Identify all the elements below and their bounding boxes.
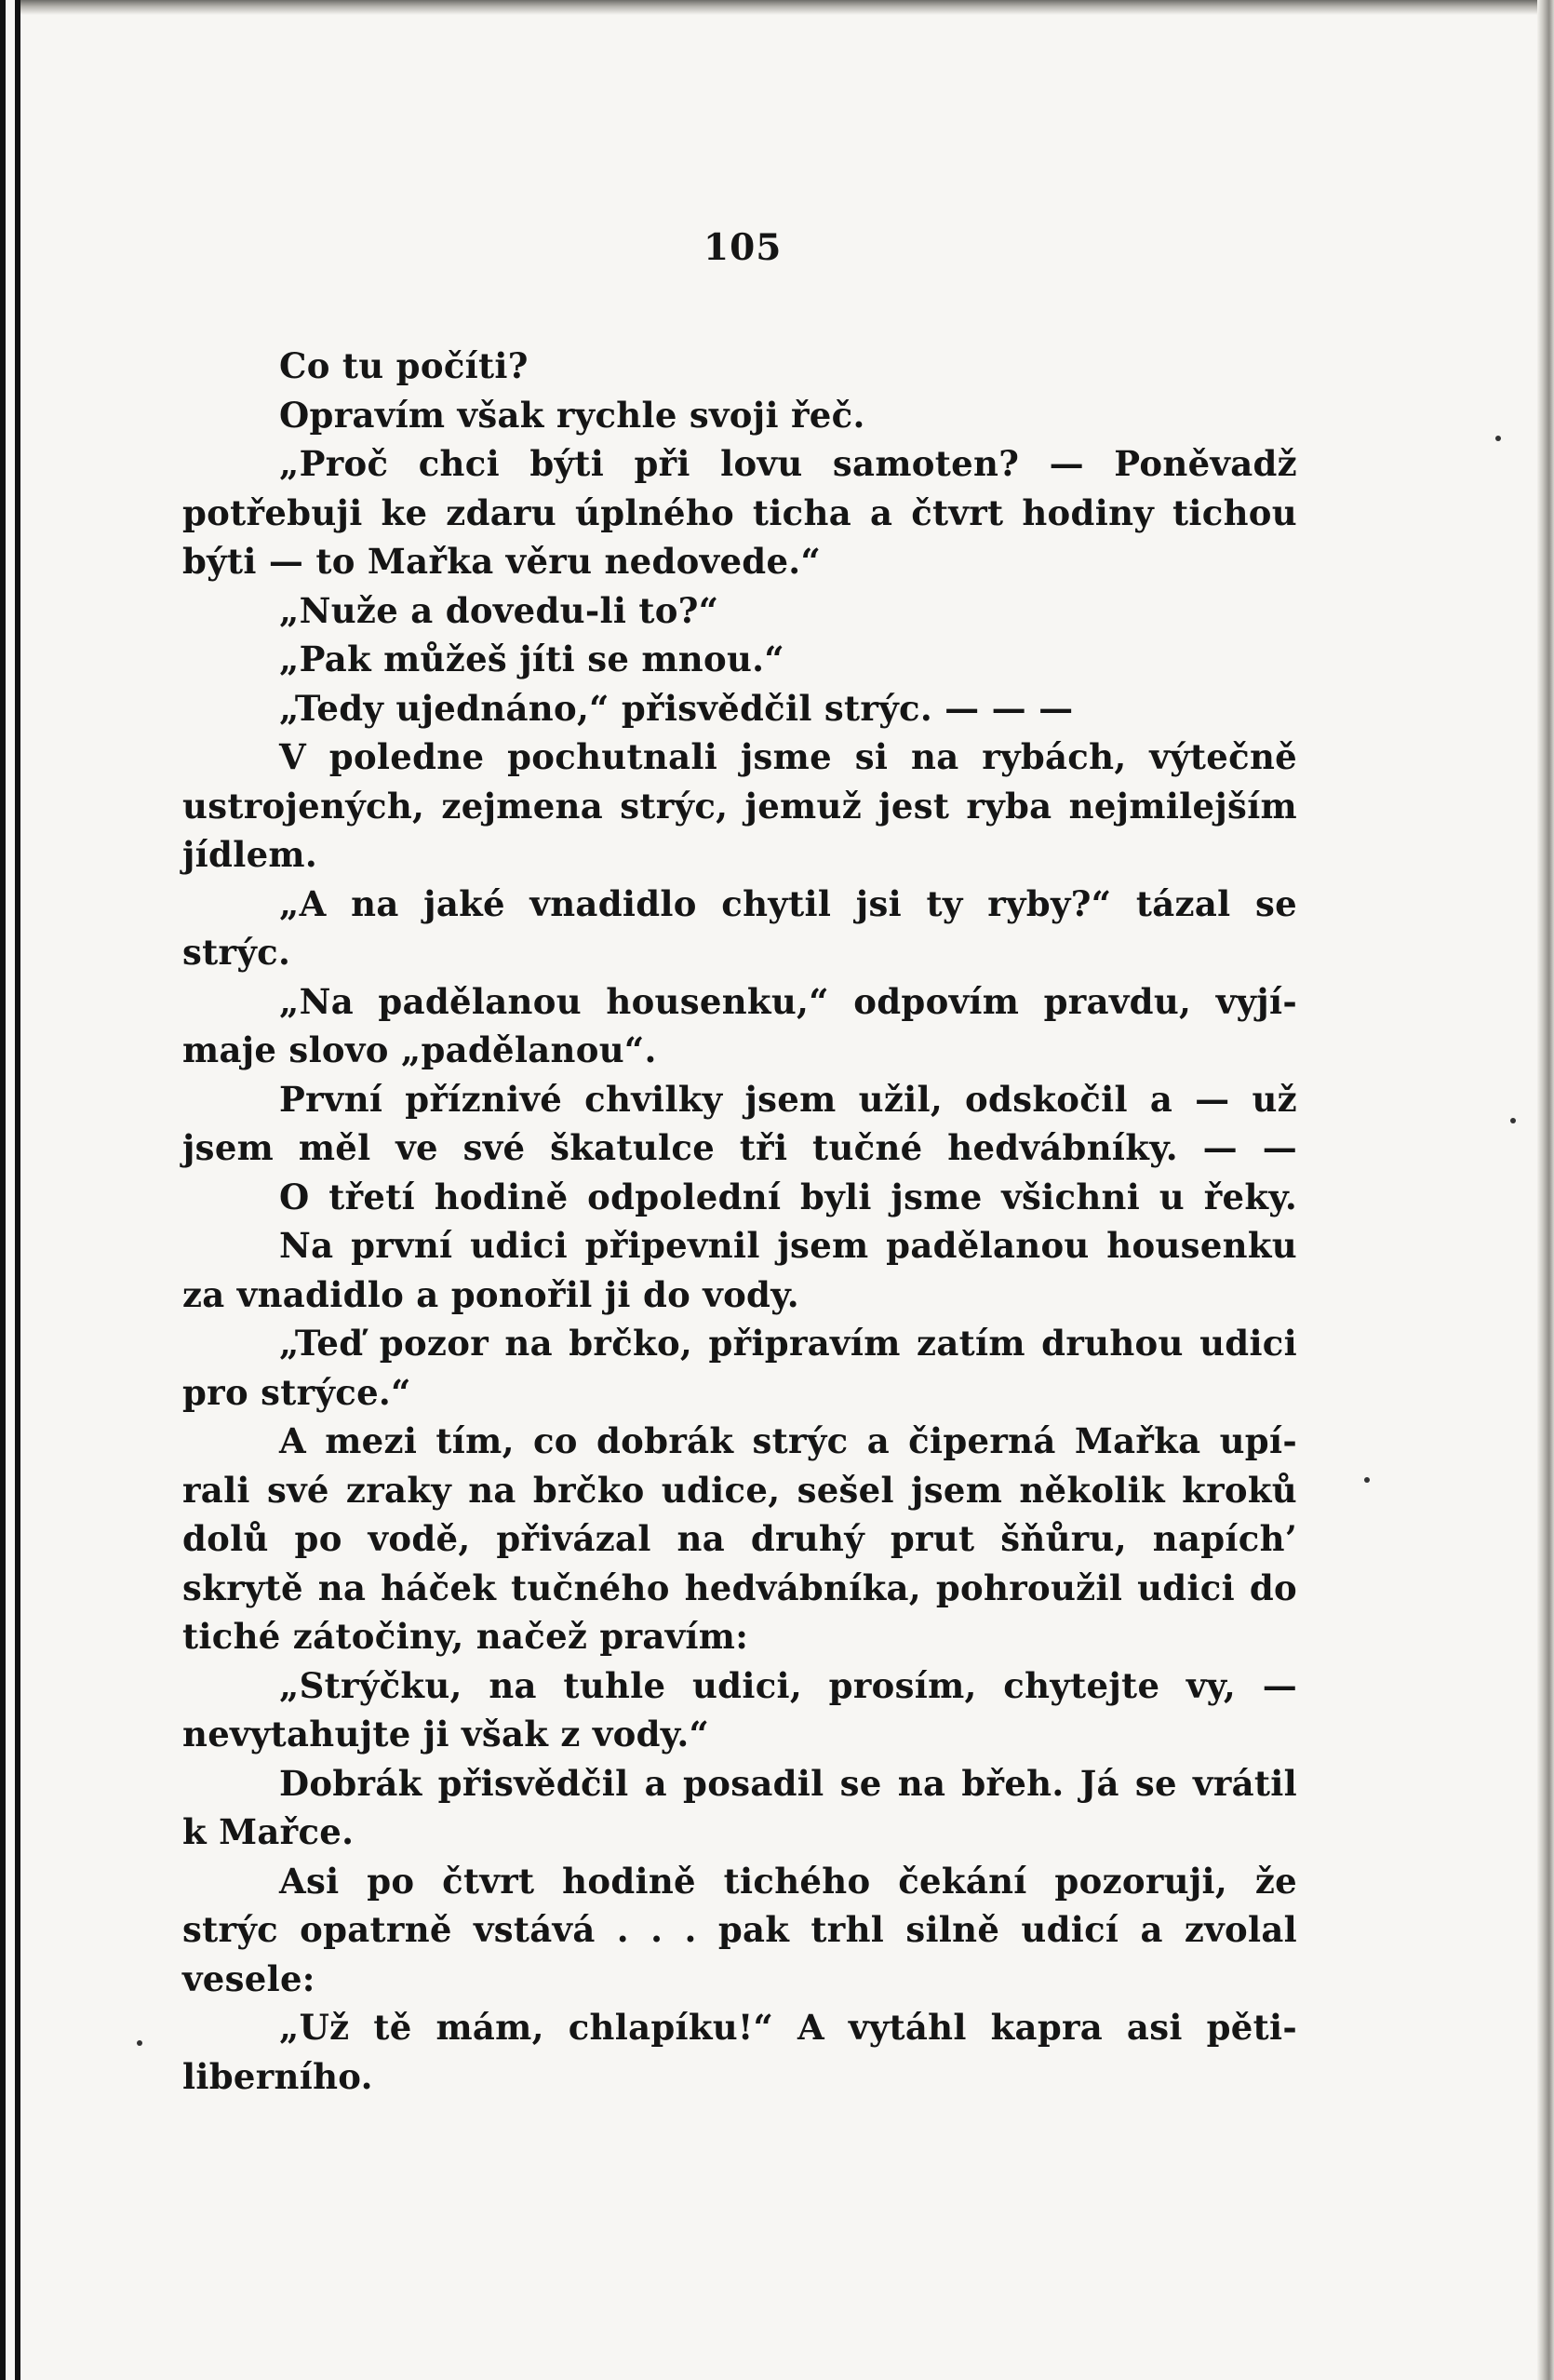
- text-line: Co tu počíti?: [279, 345, 529, 386]
- text-line: „Nuže a dovedu-li to?“: [279, 589, 719, 631]
- text-line: Na první udici připevnil jsem padělanou housenku: [279, 1225, 1297, 1266]
- text-line: „Tedy ujednáno,“ přisvědčil strýc. — — —: [279, 687, 1074, 729]
- text-line: „Pak můžeš jíti se mnou.“: [279, 639, 784, 679]
- text-line: První příznivé chvilky jsem užil, odskočil a — už: [279, 1078, 1297, 1120]
- body-text: [182, 342, 1297, 2101]
- text-line: ustrojených, zejmena strýc, jemuž jest ryba nejmilejším: [182, 785, 1297, 827]
- text-line: A mezi tím, co dobrák strýc a čiperná Mařka upí-: [279, 1420, 1297, 1461]
- margin-dot: [1495, 436, 1501, 441]
- text-line: strýc opatrně vstává . . . pak trhl silně udicí a zvolal: [182, 1909, 1297, 1950]
- margin-dot: [1364, 1477, 1370, 1483]
- text-line: strýc.: [182, 932, 291, 973]
- text-line: „Už tě mám, chlapíku!“ A vytáhl kapra asi pěti-: [279, 2007, 1297, 2048]
- text-line: Dobrák přisvědčil a posadil se na břeh. Já se vrátil: [279, 1762, 1297, 1804]
- text-line: býti — to Mařka věru nedovede.“: [182, 541, 822, 582]
- text-line: Opravím však rychle svoji řeč.: [279, 394, 865, 436]
- text-line: dolů po vodě, přivázal na druhý prut šňůru, napích’: [182, 1518, 1297, 1559]
- text-line: k Mařce.: [182, 1811, 355, 1852]
- text-line: rali své zraky na brčko udice, sešel jsem několik kroků: [182, 1469, 1297, 1511]
- text-line: liberního.: [182, 2055, 373, 2097]
- text-line: skrytě na háček tučného hedvábníka, pohroužil udici do: [182, 1566, 1297, 1608]
- text-line: tiché zátočiny, načež pravím:: [182, 1616, 749, 1657]
- text-line: maje slovo „padělanou“.: [182, 1029, 657, 1070]
- text-line: jsem měl ve své škatulce tři tučné hedvábníky. — —: [182, 1127, 1297, 1168]
- text-line: jídlem.: [182, 834, 318, 875]
- text-line: nevytahujte ji však z vody.“: [182, 1714, 710, 1755]
- text-line: V poledne pochutnali jsme si na rybách, výtečně: [279, 736, 1297, 777]
- page-top-edge: [0, 0, 1554, 15]
- text-line: „Teď pozor na brčko, připravím zatím druhou udici: [279, 1323, 1297, 1364]
- margin-dot: [137, 2040, 142, 2046]
- text-line: „Strýčku, na tuhle udici, prosím, chytejte vy, —: [279, 1664, 1297, 1706]
- text-line: O třetí hodině odpolední byli jsme všichni u řeky.: [279, 1176, 1297, 1217]
- text-line: Asi po čtvrt hodině tichého čekání pozoruji, že: [279, 1860, 1297, 1902]
- left-binding-gap: [6, 0, 15, 2380]
- margin-dot: [1510, 1118, 1516, 1123]
- text-line: za vnadidlo a ponořil ji do vody.: [182, 1273, 799, 1315]
- text-line: vesele:: [182, 1957, 315, 1999]
- text-line: „Na padělanou housenku,“ odpovím pravdu, vyjí-: [279, 980, 1297, 1022]
- text-line: „A na jaké vnadidlo chytil jsi ty ryby?“ tázal se: [279, 882, 1297, 924]
- text-line: potřebuji ke zdaru úplného ticha a čtvrt hodiny tichou: [182, 491, 1297, 533]
- page-right-edge: [1537, 0, 1554, 2380]
- page-number: 105: [703, 226, 783, 269]
- text-line: „Proč chci býti při lovu samoten? — Poněvadž: [279, 443, 1297, 484]
- text-line: pro strýce.“: [182, 1371, 411, 1413]
